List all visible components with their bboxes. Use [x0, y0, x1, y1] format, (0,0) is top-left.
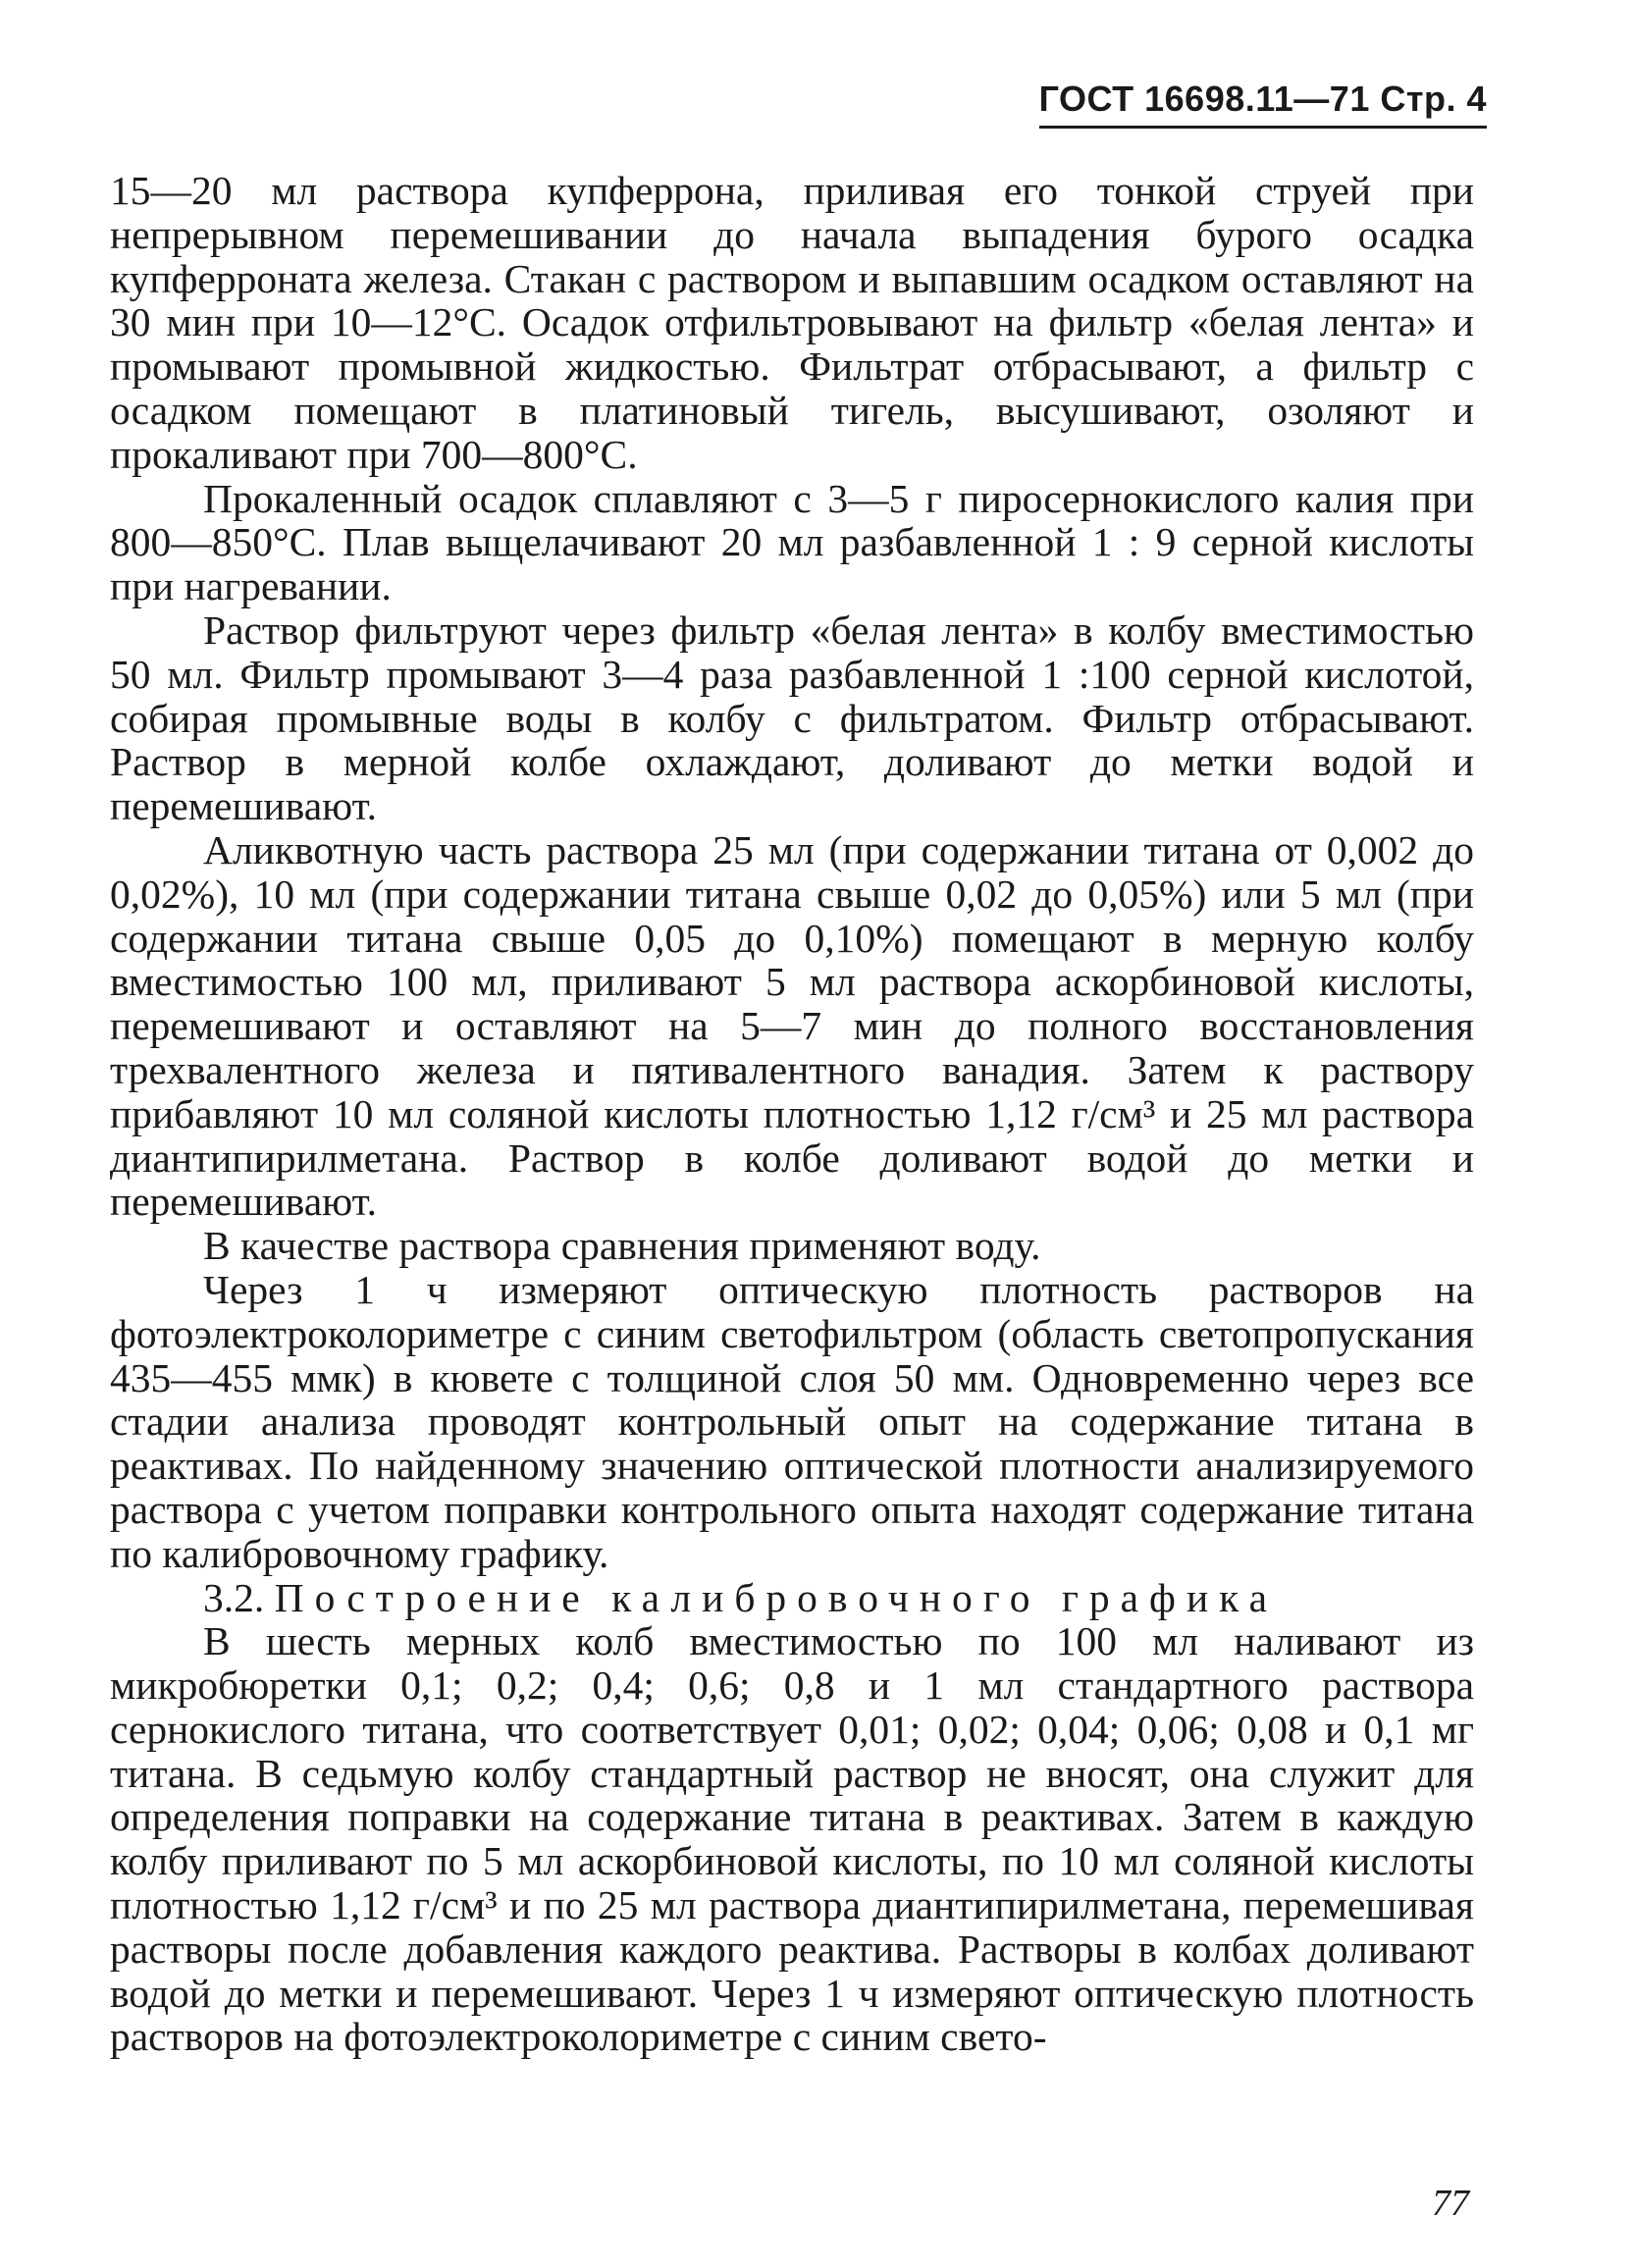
section-number: 3.2.: [203, 1574, 265, 1620]
body-paragraph-5: В качестве раствора сравнения применяют воду.: [203, 1223, 1041, 1269]
document-body: [110, 169, 1474, 2059]
body-paragraph-2: Прокаленный осадок сплавляют с 3—5 г пиросернокислого калия при 800—850°С. Плав выщелачивают 20 мл разбавленной 1 : 9 серной кислоты при нагревании.: [110, 475, 1474, 609]
page-number: 77: [1432, 2183, 1469, 2224]
body-paragraph-3: Раствор фильтруют через фильтр «белая лента» в колбу вместимостью 50 мл. Фильтр промывают 3—4 раза разбавленной 1 :100 серной кислотой, собирая промывные воды в колбу с фильтратом. Фильтр отбрасывают. Раствор в мерной колбе охлаждают, доливают до метки водой и перемешивают.: [110, 607, 1474, 829]
section-paragraph-1: В шесть мерных колб вместимостью по 100 мл наливают из микробюретки 0,1; 0,2; 0,4; 0,6; 0,8 и 1 мл стандартного раствора сернокислого титана, что соответствует 0,01; 0,02; 0,04; 0,06; 0,08 и 0,1 мг титана. В седьмую колбу стандартный раствор не вносят, она служит для определения поправки на содержание титана в реактивах. Затем в каждую колбу приливают по 5 мл аскорбиновой кислоты, по 10 мл соляной кислоты плотностью 1,12 г/см³ и по 25 мл раствора диантипирилметана, перемешивая растворы после добавления каждого реактива. Растворы в колбах доливают водой до метки и перемешивают. Через 1 ч измеряют оптическую плотность растворов на фотоэлектроколориметре с синим свето-: [110, 1618, 1474, 2060]
body-paragraph-6: Через 1 ч измеряют оптическую плотность растворов на фотоэлектроколориметре с синим светофильтром (область светопропускания 435—455 ммк) в кювете с толщиной слоя 50 мм. Одновременно через все стадии анализа проводят контрольный опыт на содержание титана в реактивах. По найденному значению оптической плотности анализируемого раствора с учетом поправки контрольного опыта находят содержание титана по калибровочному графику.: [110, 1266, 1474, 1576]
section-heading: [110, 1576, 1474, 1620]
body-paragraph-4: Аликвотную часть раствора 25 мл (при содержании титана от 0,002 до 0,02%), 10 мл (при содержании титана свыше 0,02 до 0,05%) или 5 мл (при содержании титана свыше 0,05 до 0,10%) помещают в мерную колбу вместимостью 100 мл, приливают 5 мл раствора аскорбиновой кислоты, перемешивают и оставляют на 5—7 мин до полного восстановления трехвалентного железа и пятивалентного ванадия. Затем к раствору прибавляют 10 мл соляной кислоты плотностью 1,12 г/см³ и 25 мл раствора диантипирилметана. Раствор в колбе доливают водой до метки и перемешивают.: [110, 826, 1474, 1225]
body-paragraph-1: 15—20 мл раствора купферрона, приливая его тонкой струей при непрерывном перемешивании до начала выпадения бурого осадка купферроната железа. Стакан с раствором и выпавшим осадком оставляют на 30 мин при 10—12°С. Осадок отфильтровывают на фильтр «белая лента» и промывают промывной жидкостью. Фильтрат отбрасывают, а фильтр с осадком помещают в платиновый тигель, высушивают, озоляют и прокаливают при 700—800°С.: [110, 168, 1474, 477]
document-header: ГОСТ 16698.11—71 Стр. 4: [1039, 79, 1487, 129]
section-title: Построение калибровочного графика: [274, 1574, 1279, 1620]
